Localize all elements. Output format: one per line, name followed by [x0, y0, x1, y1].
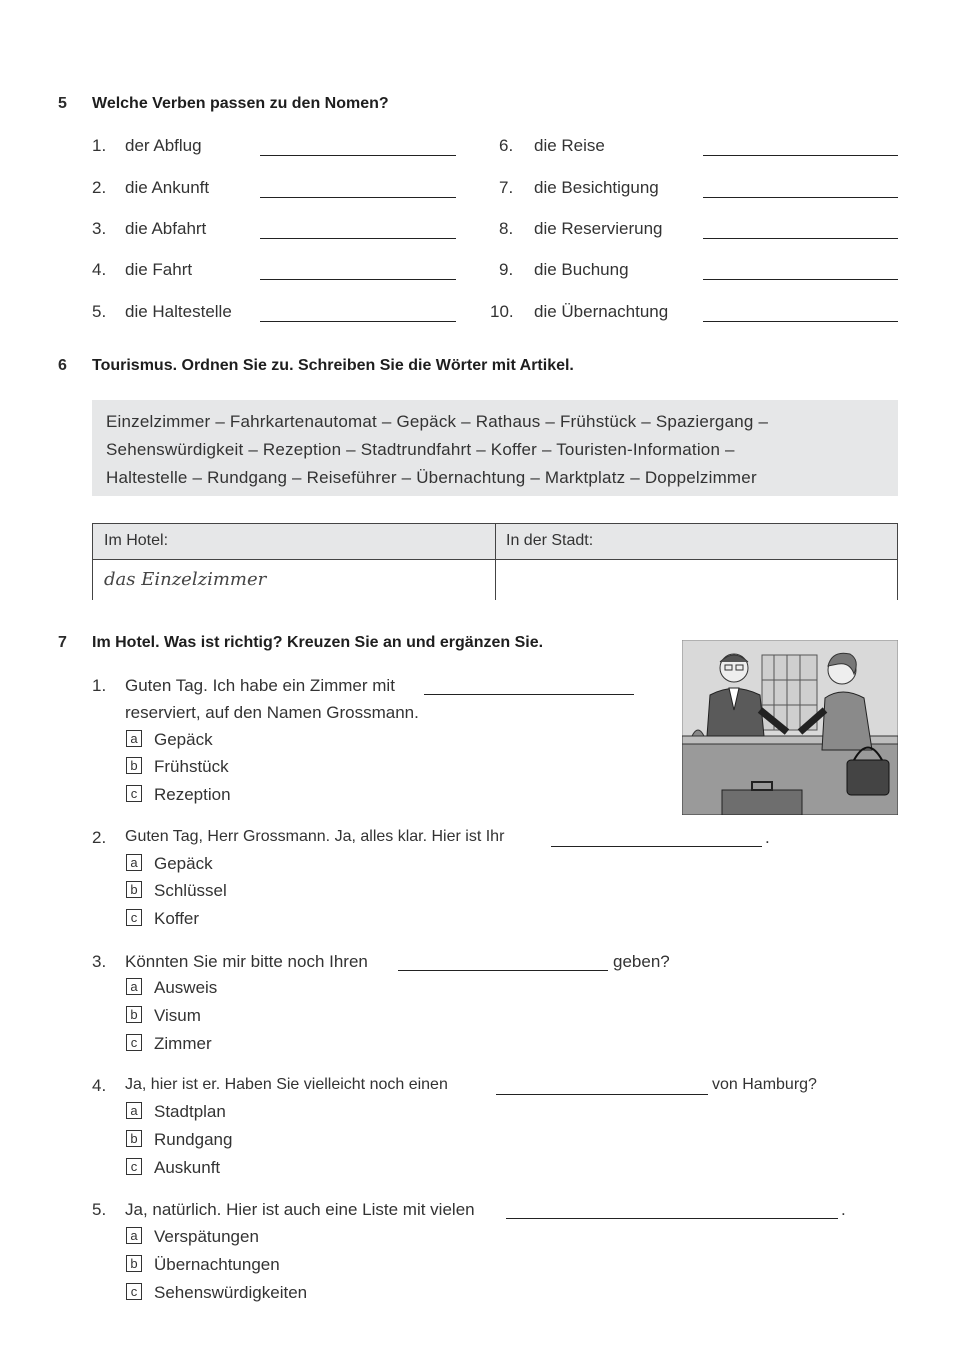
ex5-item-5-blank[interactable] — [260, 321, 456, 322]
ex5-item-6-word: die Reise — [534, 136, 605, 155]
q5-option-c[interactable] — [126, 1283, 307, 1303]
q2-option-b[interactable] — [126, 881, 227, 901]
exercise-7-number: 7 — [58, 634, 67, 651]
checkbox[interactable]: a — [126, 978, 142, 995]
col-city-cell[interactable] — [497, 561, 895, 600]
q2-text-end: . — [765, 828, 770, 847]
checkbox[interactable]: c — [126, 909, 142, 926]
ex5-item-7-number: 7. — [499, 178, 514, 197]
ex5-item-1-blank[interactable] — [260, 155, 456, 156]
ex5-item-3-number: 3. — [92, 219, 107, 238]
option-label: Rundgang — [154, 1130, 233, 1149]
q4-option-a[interactable] — [126, 1102, 226, 1122]
checkbox[interactable]: b — [126, 1130, 142, 1147]
ex5-item-8-number: 8. — [499, 219, 514, 238]
word-box — [92, 400, 898, 496]
q5-number: 5. — [92, 1200, 107, 1219]
option-label: Ausweis — [154, 978, 218, 997]
ex5-item-1-number: 1. — [92, 136, 107, 155]
checkbox[interactable]: c — [126, 1034, 142, 1051]
ex5-item-8-blank[interactable] — [703, 238, 898, 239]
ex5-item-9-blank[interactable] — [703, 279, 898, 280]
q4-option-c[interactable] — [126, 1158, 220, 1178]
q3-option-b[interactable] — [126, 1006, 201, 1026]
exercise-6-title: Tourismus. Ordnen Sie zu. Schreiben Sie die Wörter mit Artikel. — [92, 357, 574, 374]
q5-text-a: Ja, natürlich. Hier ist auch eine Liste mit vielen — [125, 1200, 475, 1219]
checkbox[interactable]: a — [126, 1102, 142, 1119]
ex5-item-1-word: der Abflug — [125, 136, 202, 155]
q4-number: 4. — [92, 1076, 107, 1095]
checkbox[interactable]: c — [126, 785, 142, 802]
q1-option-c[interactable] — [126, 785, 231, 805]
option-label: Verspätungen — [154, 1227, 259, 1246]
ex5-item-8-word: die Reservierung — [534, 219, 663, 238]
ex5-item-4-number: 4. — [92, 260, 107, 279]
checkbox[interactable]: a — [126, 854, 142, 871]
checkbox[interactable]: c — [126, 1158, 142, 1175]
ex5-item-10-blank[interactable] — [703, 321, 898, 322]
ex5-item-4-blank[interactable] — [260, 279, 456, 280]
q2-blank[interactable] — [551, 846, 762, 847]
ex5-item-6-number: 6. — [499, 136, 514, 155]
option-label: Rezeption — [154, 785, 231, 804]
q3-option-a[interactable] — [126, 978, 217, 998]
sort-table — [92, 523, 898, 600]
ex5-item-5-number: 5. — [92, 302, 107, 321]
ex5-item-3-word: die Abfahrt — [125, 219, 207, 238]
col-hotel-cell[interactable] — [94, 595, 494, 600]
ex5-item-3-blank[interactable] — [260, 238, 456, 239]
word-box-line-2: Sehenswürdigkeit – Rezeption – Stadtrundfahrt – Koffer – Touristen-Information – — [106, 440, 735, 459]
q5-text-end: . — [841, 1200, 846, 1219]
option-label: Gepäck — [154, 854, 213, 873]
q3-blank[interactable] — [398, 970, 608, 971]
col-hotel-example: das Einzelzimmer — [104, 569, 267, 590]
q3-text-end: geben? — [613, 952, 670, 971]
q1-option-b[interactable] — [126, 757, 229, 777]
col-hotel-header: Im Hotel: — [104, 532, 169, 549]
ex5-item-2-number: 2. — [92, 178, 107, 197]
ex5-item-7-word: die Besichtigung — [534, 178, 659, 197]
q3-option-c[interactable] — [126, 1034, 212, 1054]
ex5-item-9-word: die Buchung — [534, 260, 629, 279]
checkbox[interactable]: a — [126, 730, 142, 747]
ex5-item-9-number: 9. — [499, 260, 514, 279]
word-box-line-1: Einzelzimmer – Fahrkartenautomat – Gepäck – Rathaus – Frühstück – Spaziergang – — [106, 412, 769, 431]
q1-blank[interactable] — [424, 694, 634, 695]
q2-option-a[interactable] — [126, 854, 213, 874]
exercise-6-number: 6 — [58, 357, 67, 374]
q2-text-a: Guten Tag, Herr Grossmann. Ja, alles klar. Hier ist Ihr — [125, 828, 505, 845]
checkbox[interactable]: b — [126, 1255, 142, 1272]
checkbox[interactable]: c — [126, 1283, 142, 1300]
option-label: Koffer — [154, 909, 200, 928]
option-label: Frühstück — [154, 757, 229, 776]
q4-option-b[interactable] — [126, 1130, 232, 1150]
ex5-item-7-blank[interactable] — [703, 197, 898, 198]
q5-option-a[interactable] — [126, 1227, 259, 1247]
option-label: Sehenswürdigkeiten — [154, 1283, 308, 1302]
q3-number: 3. — [92, 952, 107, 971]
ex5-item-2-blank[interactable] — [260, 197, 456, 198]
col-city-header: In der Stadt: — [506, 532, 594, 549]
q4-blank[interactable] — [496, 1094, 708, 1095]
checkbox[interactable]: b — [126, 881, 142, 898]
q3-text-a: Könnten Sie mir bitte noch Ihren — [125, 952, 368, 971]
option-label: Stadtplan — [154, 1102, 226, 1121]
q5-blank[interactable] — [506, 1218, 838, 1219]
ex5-item-4-word: die Fahrt — [125, 260, 193, 279]
option-label: Schlüssel — [154, 881, 227, 900]
q2-number: 2. — [92, 828, 107, 847]
ex5-item-6-blank[interactable] — [703, 155, 898, 156]
q4-text-end: von Hamburg? — [712, 1076, 817, 1093]
q1-text-b: reserviert, auf den Namen Grossmann. — [125, 703, 419, 722]
exercise-5-number: 5 — [58, 95, 67, 112]
q1-text-a: Guten Tag. Ich habe ein Zimmer mit — [125, 676, 395, 695]
option-label: Gepäck — [154, 730, 213, 749]
ex5-item-10-word: die Übernachtung — [534, 302, 669, 321]
option-label: Visum — [154, 1006, 201, 1025]
ex5-item-5-word: die Haltestelle — [125, 302, 232, 321]
exercise-5-title: Welche Verben passen zu den Nomen? — [92, 95, 389, 112]
hotel-reception-illustration — [682, 640, 898, 815]
option-label: Zimmer — [154, 1034, 212, 1053]
option-label: Übernachtungen — [154, 1255, 280, 1274]
word-box-line-3: Haltestelle – Rundgang – Reiseführer – Übernachtung – Marktplatz – Doppelzimmer — [106, 468, 757, 487]
option-label: Auskunft — [154, 1158, 221, 1177]
q4-text-a: Ja, hier ist er. Haben Sie vielleicht noch einen — [125, 1076, 448, 1093]
checkbox[interactable]: b — [126, 1006, 142, 1023]
exercise-7-title: Im Hotel. Was ist richtig? Kreuzen Sie an und ergänzen Sie. — [92, 634, 544, 651]
checkbox[interactable]: a — [126, 1227, 142, 1244]
q5-option-b[interactable] — [126, 1255, 280, 1275]
ex5-item-10-number: 10. — [490, 302, 514, 321]
q2-option-c[interactable] — [126, 909, 199, 929]
checkbox[interactable]: b — [126, 757, 142, 774]
q1-number: 1. — [92, 676, 107, 695]
q1-option-a[interactable] — [126, 730, 213, 750]
ex5-item-2-word: die Ankunft — [125, 178, 210, 197]
